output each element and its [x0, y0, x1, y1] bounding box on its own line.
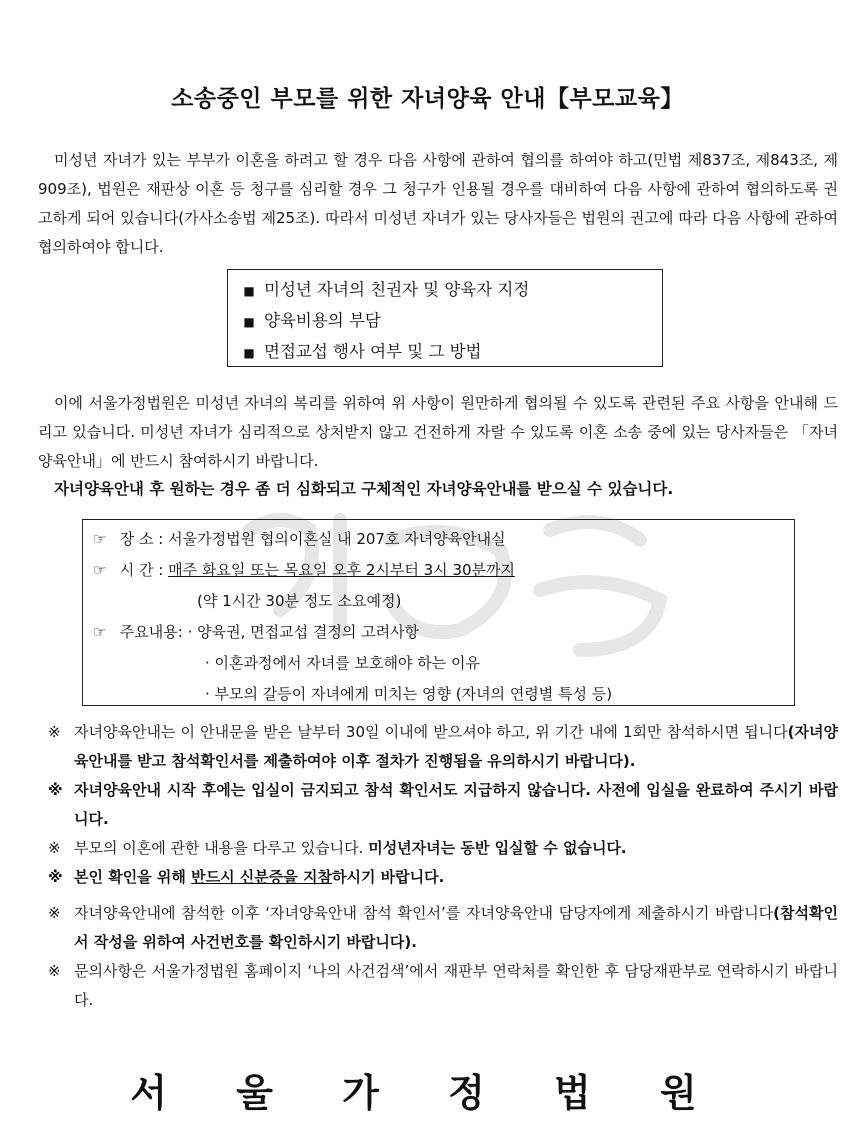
agenda-item [228, 305, 662, 336]
note-bold: 미성년자녀는 동반 입실할 수 없습니다. [368, 839, 627, 857]
note-plain: 하시기 바랍니다. [331, 868, 445, 886]
content-row [93, 617, 794, 648]
reference-mark-icon: ※ [48, 962, 61, 980]
content-item: · 양육권, 면접교섭 결정의 고려사항 [187, 623, 420, 641]
pointing-hand-icon: ☞ [93, 623, 107, 641]
note-text: 문의사항은 서울가정법원 홈페이지 ‘나의 사건검색’에서 재판부 연락처를 확인한 후 담당재판부로 연락하시기 바랍니다. [74, 962, 838, 1009]
content-label: 주요내용: [119, 623, 183, 641]
note-text [74, 834, 838, 863]
agenda-item-label: 미성년 자녀의 친권자 및 양육자 지정 [264, 280, 530, 299]
square-bullet-icon: ■ [243, 315, 255, 329]
agenda-item [228, 274, 662, 305]
square-bullet-icon: ■ [243, 346, 255, 360]
time-note-row [93, 586, 794, 617]
content-item-row [93, 648, 794, 679]
note-text [74, 863, 838, 892]
schedule-info-box [82, 519, 795, 706]
court-name: 서 울 가 정 법 원 [130, 1071, 725, 1115]
pointing-hand-icon: ☞ [93, 530, 107, 548]
guidance-text: 이에 서울가정법원은 미성년 자녀의 복리를 위하여 위 사항이 원만하게 협의될 수 있도록 관련된 주요 사항을 안내해 드리고 있습니다. 미성년 자녀가 심리적으로 상처받지 않고 건전하게 자랄 수 있도록 이혼 소송 중에 있는 당사자들은 「자녀양육안내」에 반드시 참여하시기 바랍니다. [38, 394, 838, 470]
note-item [48, 718, 838, 776]
note-item [48, 834, 838, 863]
place-row [93, 524, 794, 555]
pointing-hand-icon: ☞ [93, 561, 107, 579]
reference-mark-icon: ※ [48, 839, 61, 857]
square-bullet-icon: ■ [243, 284, 255, 298]
note-text [74, 899, 838, 957]
reference-mark-icon: ※ [48, 904, 61, 922]
note-text: 자녀양육안내 시작 후에는 입실이 금지되고 참석 확인서도 지급하지 않습니다. 사전에 입실을 완료하여 주시기 바랍니다. [74, 781, 838, 828]
note-plain: 본인 확인을 위해 [74, 868, 192, 886]
note-plain: 자녀양육안내에 참석한 이후 ‘자녀양육안내 참석 확인서’를 자녀양육안내 담당자에게 제출하시기 바랍니다 [74, 904, 774, 922]
content-item-row [93, 679, 794, 710]
agenda-item-label: 면접교섭 행사 여부 및 그 방법 [264, 342, 482, 361]
note-plain: 자녀양육안내는 이 안내문을 받은 날부터 30일 이내에 받으셔야 하고, 위 기간 내에 1회만 참석하시면 됩니다 [74, 723, 788, 741]
advanced-guidance-notice: 자녀양육안내 후 원하는 경우 좀 더 심화되고 구체적인 자녀양육안내를 받으실 수 있습니다. [54, 480, 674, 498]
note-item [48, 776, 838, 834]
content-item: · 이혼과정에서 자녀를 보호해야 하는 이유 [205, 654, 480, 672]
intro-paragraph [38, 146, 838, 262]
note-bold: (자녀양육안내를 받고 참석확인서를 제출하여야 이후 절차가 진행됨을 유의하시기 바랍니다). [74, 723, 838, 770]
place-value: 서울가정법원 협의이혼실 내 207호 자녀양육안내실 [168, 530, 506, 548]
reference-mark-icon: ※ [48, 868, 63, 886]
note-underlined: 반드시 신분증을 지참 [191, 868, 332, 886]
reference-mark-icon: ※ [48, 723, 61, 741]
time-row [93, 555, 794, 586]
note-item [48, 957, 838, 1015]
note-bold: (참석확인서 작성을 위하여 사건번호를 확인하시기 바랍니다). [74, 904, 838, 951]
agenda-item-label: 양육비용의 부담 [264, 311, 381, 330]
intro-text: 미성년 자녀가 있는 부부가 이혼을 하려고 할 경우 다음 사항에 관하여 협의를 하여야 하고(민법 제837조, 제843조, 제909조), 법원은 재판상 이혼 등 청구를 심리할 경우 그 청구가 인용될 경우를 대비하여 다음 사항에 관하여 협의하도록 권고하게 되어 있습니다(가사소송법 제25조). 따라서 미성년 자녀가 있는 당사자들은 법원의 권고에 따라 다음 사항에 관하여 협의하여야 합니다. [38, 151, 838, 256]
time-label: 시 간 : [119, 561, 164, 579]
guidance-paragraph [38, 389, 838, 476]
place-label: 장 소 : [119, 530, 164, 548]
time-value: 매주 화요일 또는 목요일 오후 2시부터 3시 30분까지 [168, 561, 516, 579]
agenda-box [227, 269, 663, 367]
note-item [48, 863, 838, 892]
note-plain: 부모의 이혼에 관한 내용을 다루고 있습니다. [74, 839, 369, 857]
note-item [48, 899, 838, 957]
agenda-item [228, 336, 662, 367]
notes-list [48, 718, 838, 1015]
note-text [74, 718, 838, 776]
document-title: 소송중인 부모를 위한 자녀양육 안내【부모교육】 [171, 86, 684, 112]
reference-mark-icon: ※ [48, 781, 63, 799]
time-note: (약 1시간 30분 정도 소요예정) [197, 592, 402, 610]
content-item: · 부모의 갈등이 자녀에게 미치는 영향 (자녀의 연령별 특성 등) [205, 685, 613, 703]
